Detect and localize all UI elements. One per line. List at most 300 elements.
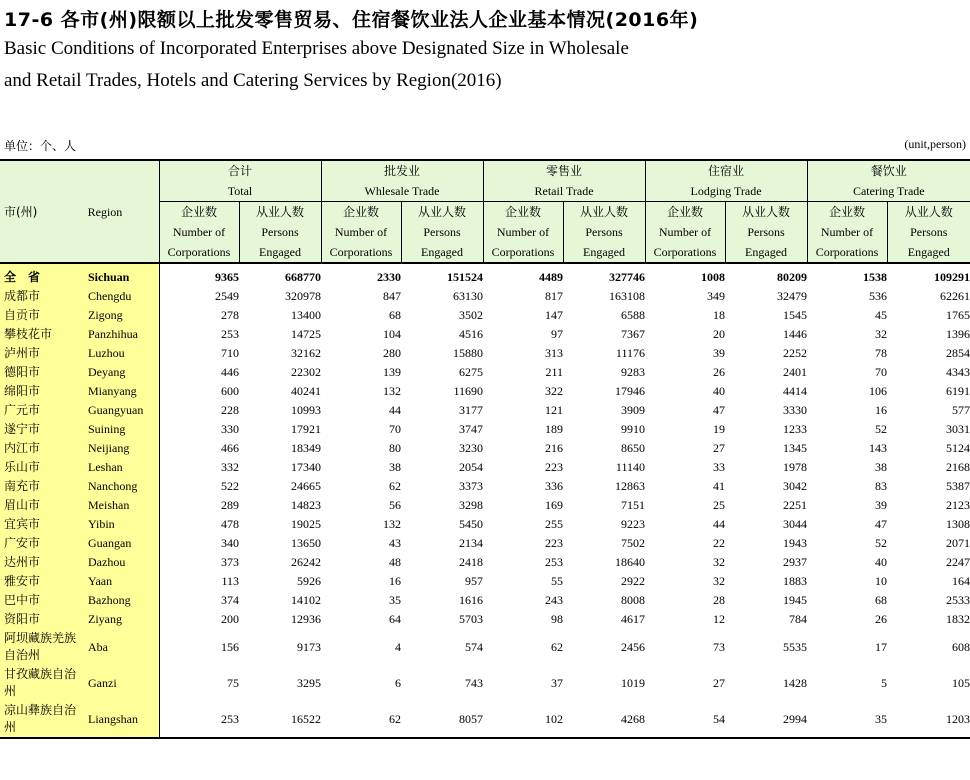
cell-persons: 2922 [621, 574, 646, 588]
cell-corporations: 39 [875, 498, 888, 512]
region-name-en: Dazhou [82, 553, 159, 572]
cell-corporations: 322 [545, 384, 564, 398]
cell-corporations: 78 [875, 346, 888, 360]
cell-persons: 5124 [946, 441, 970, 455]
cell-persons: 7502 [621, 536, 646, 550]
cell-persons: 7367 [621, 327, 646, 341]
cell-persons: 577 [952, 403, 970, 417]
cell-corporations: 83 [875, 479, 888, 493]
cell-persons: 6191 [946, 384, 970, 398]
cell-corporations: 169 [545, 498, 564, 512]
table-body [0, 263, 970, 738]
cell-persons: 3295 [297, 675, 321, 690]
cell-corporations: 216 [545, 441, 564, 455]
cell-persons: 1978 [783, 460, 808, 474]
cell-persons: 17921 [291, 422, 321, 436]
group-header-wholesale: 批发业 Whlesale Trade [321, 160, 483, 202]
cell-persons: 1396 [946, 327, 970, 341]
sub-header-persons: 从业人数 Persons Engaged [725, 202, 807, 264]
cell-corporations: 1538 [863, 270, 888, 284]
cell-corporations: 847 [383, 289, 401, 303]
table-row [0, 515, 970, 534]
cell-corporations: 5 [881, 675, 888, 690]
cell-corporations: 62 [389, 479, 401, 493]
cell-corporations: 139 [383, 365, 401, 379]
cell-persons: 2071 [946, 536, 970, 550]
sub-header-corporations: 企业数 Number of Corporations [321, 202, 401, 264]
cell-corporations: 2330 [377, 270, 401, 284]
region-name-en: Suining [82, 420, 159, 439]
cell-persons: 2054 [459, 460, 484, 474]
cell-persons: 2854 [946, 346, 970, 360]
cell-corporations: 35 [875, 711, 888, 726]
table-row [0, 325, 970, 344]
region-name-cn: 资阳市 [0, 610, 82, 629]
cell-corporations: 349 [707, 289, 726, 303]
cell-corporations: 132 [383, 384, 401, 398]
cell-persons: 2134 [459, 536, 484, 550]
cell-persons: 4343 [946, 365, 970, 379]
cell-persons: 2123 [946, 498, 970, 512]
cell-persons: 9910 [621, 422, 646, 436]
cell-corporations: 6 [395, 675, 401, 690]
group-header-catering: 餐饮业 Catering Trade [807, 160, 970, 202]
cell-corporations: 32 [875, 327, 888, 341]
cell-corporations: 243 [545, 593, 564, 607]
cell-corporations: 253 [221, 327, 239, 341]
page-title-en-line1: Basic Conditions of Incorporated Enterprises above Designated Size in Wholesale [4, 38, 629, 59]
cell-corporations: 4 [395, 639, 401, 654]
cell-corporations: 332 [221, 460, 239, 474]
cell-corporations: 19 [713, 422, 726, 436]
region-name-cn: 绵阳市 [0, 382, 82, 401]
region-name-cn: 凉山彝族自治州 [0, 701, 82, 738]
cell-corporations: 73 [713, 639, 726, 654]
cell-corporations: 47 [713, 403, 726, 417]
cell-persons: 3042 [783, 479, 808, 493]
cell-corporations: 374 [221, 593, 239, 607]
table-row [0, 306, 970, 325]
cell-persons: 1945 [783, 593, 808, 607]
region-name-cn: 甘孜藏族自治州 [0, 665, 82, 701]
cell-corporations: 32 [713, 555, 726, 569]
cell-corporations: 28 [713, 593, 726, 607]
cell-corporations: 39 [713, 346, 726, 360]
data-table [0, 159, 970, 739]
cell-corporations: 600 [221, 384, 239, 398]
cell-persons: 4414 [783, 384, 808, 398]
cell-corporations: 52 [875, 536, 888, 550]
cell-persons: 3747 [459, 422, 484, 436]
cell-corporations: 20 [713, 327, 726, 341]
page-title-cn: 17-6 各市(州)限额以上批发零售贸易、住宿餐饮业法人企业基本情况(2016年) [4, 9, 699, 31]
cell-corporations: 44 [389, 403, 401, 417]
region-name-en: Neijiang [82, 439, 159, 458]
cell-persons: 18640 [615, 555, 646, 569]
cell-persons: 2247 [946, 555, 970, 569]
region-name-cn: 雅安市 [0, 572, 82, 591]
cell-corporations: 38 [389, 460, 401, 474]
region-name-cn: 巴中市 [0, 591, 82, 610]
cell-corporations: 25 [713, 498, 726, 512]
cell-persons: 3502 [459, 308, 484, 322]
cell-corporations: 102 [545, 711, 564, 726]
region-name-en: Yibin [82, 515, 159, 534]
cell-persons: 9223 [621, 517, 646, 531]
unit-label-cn: 单位：个、人 [4, 139, 77, 153]
sub-header-corporations: 企业数 Number of Corporations [159, 202, 239, 264]
cell-persons: 1428 [783, 675, 808, 690]
cell-persons: 105 [952, 675, 970, 690]
cell-corporations: 478 [221, 517, 239, 531]
cell-persons: 3298 [459, 498, 484, 512]
group-header-lodging: 住宿业 Lodging Trade [645, 160, 807, 202]
region-name-cn: 全 省 [0, 263, 82, 287]
cell-corporations: 12 [713, 612, 726, 626]
cell-persons: 2456 [621, 639, 646, 654]
cell-corporations: 26 [875, 612, 888, 626]
cell-corporations: 26 [713, 365, 726, 379]
cell-persons: 327746 [609, 270, 646, 284]
cell-corporations: 16 [389, 574, 401, 588]
region-name-cn: 成都市 [0, 287, 82, 306]
cell-corporations: 200 [221, 612, 239, 626]
group-header-total: 合计 Total [159, 160, 321, 202]
cell-corporations: 44 [713, 517, 726, 531]
table-row [0, 629, 970, 665]
page-title-en-line2: and Retail Trades, Hotels and Catering Services by Region(2016) [4, 70, 502, 91]
table-row [0, 382, 970, 401]
cell-corporations: 10 [875, 574, 888, 588]
cell-persons: 5703 [459, 612, 484, 626]
cell-corporations: 313 [545, 346, 564, 360]
table-row [0, 572, 970, 591]
cell-corporations: 97 [551, 327, 564, 341]
region-header [0, 160, 159, 263]
cell-corporations: 255 [545, 517, 564, 531]
cell-corporations: 289 [221, 498, 239, 512]
cell-persons: 2168 [946, 460, 970, 474]
cell-persons: 13650 [291, 536, 321, 550]
cell-persons: 2252 [783, 346, 808, 360]
cell-persons: 13400 [291, 308, 321, 322]
table-row [0, 477, 970, 496]
region-name-en: Guangyuan [82, 401, 159, 420]
cell-persons: 574 [465, 639, 484, 654]
table-row [0, 610, 970, 629]
sub-header-corporations: 企业数 Number of Corporations [645, 202, 725, 264]
cell-corporations: 278 [221, 308, 239, 322]
cell-corporations: 62 [551, 639, 564, 654]
table-row [0, 344, 970, 363]
cell-persons: 2418 [459, 555, 484, 569]
cell-corporations: 710 [221, 346, 239, 360]
cell-persons: 320978 [285, 289, 321, 303]
cell-persons: 9283 [621, 365, 646, 379]
cell-corporations: 62 [389, 711, 401, 726]
table-row [0, 458, 970, 477]
sub-header-corporations: 企业数 Number of Corporations [483, 202, 563, 264]
region-name-cn: 攀枝花市 [0, 325, 82, 344]
cell-persons: 1883 [783, 574, 808, 588]
cell-corporations: 466 [221, 441, 239, 455]
cell-corporations: 70 [875, 365, 888, 379]
cell-corporations: 40 [875, 555, 888, 569]
sub-header-persons: 从业人数 Persons Engaged [401, 202, 483, 264]
cell-corporations: 189 [545, 422, 564, 436]
region-name-cn: 广元市 [0, 401, 82, 420]
cell-persons: 1545 [783, 308, 808, 322]
cell-corporations: 43 [389, 536, 401, 550]
cell-persons: 8650 [621, 441, 646, 455]
cell-persons: 1203 [946, 711, 970, 726]
cell-corporations: 41 [713, 479, 726, 493]
cell-corporations: 37 [551, 675, 564, 690]
cell-persons: 8057 [459, 711, 484, 726]
cell-persons: 24665 [291, 479, 321, 493]
table-row [0, 420, 970, 439]
cell-persons: 26242 [291, 555, 321, 569]
cell-corporations: 223 [545, 460, 564, 474]
cell-persons: 3031 [946, 422, 970, 436]
cell-persons: 784 [789, 612, 808, 626]
cell-persons: 19025 [291, 517, 321, 531]
cell-persons: 1446 [783, 327, 808, 341]
cell-corporations: 373 [221, 555, 239, 569]
cell-persons: 63130 [453, 289, 484, 303]
cell-persons: 3044 [783, 517, 808, 531]
region-name-en: Guangan [82, 534, 159, 553]
cell-corporations: 2549 [215, 289, 239, 303]
cell-corporations: 143 [869, 441, 888, 455]
region-name-cn: 眉山市 [0, 496, 82, 515]
region-name-en: Meishan [82, 496, 159, 515]
cell-persons: 4617 [621, 612, 646, 626]
cell-corporations: 104 [383, 327, 401, 341]
region-name-en: Ziyang [82, 610, 159, 629]
cell-corporations: 68 [389, 308, 401, 322]
cell-corporations: 280 [383, 346, 401, 360]
cell-corporations: 70 [389, 422, 401, 436]
cell-persons: 5926 [297, 574, 321, 588]
cell-persons: 14102 [291, 593, 321, 607]
region-name-cn: 宜宾市 [0, 515, 82, 534]
cell-persons: 62261 [940, 289, 970, 303]
cell-corporations: 9365 [215, 270, 239, 284]
table-row [0, 665, 970, 701]
cell-persons: 1308 [946, 517, 970, 531]
cell-corporations: 340 [221, 536, 239, 550]
region-name-cn: 遂宁市 [0, 420, 82, 439]
cell-persons: 32162 [291, 346, 321, 360]
cell-persons: 608 [952, 639, 970, 654]
region-name-en: Liangshan [82, 701, 159, 738]
cell-persons: 3330 [783, 403, 808, 417]
cell-corporations: 17 [875, 639, 888, 654]
cell-corporations: 18 [713, 308, 726, 322]
cell-persons: 11690 [453, 384, 484, 398]
cell-corporations: 211 [545, 365, 564, 379]
cell-corporations: 228 [221, 403, 239, 417]
cell-corporations: 38 [875, 460, 888, 474]
cell-persons: 14823 [291, 498, 321, 512]
cell-corporations: 147 [545, 308, 564, 322]
region-name-en: Bazhong [82, 591, 159, 610]
cell-persons: 164 [952, 574, 970, 588]
region-name-en: Mianyang [82, 382, 159, 401]
cell-persons: 1616 [459, 593, 484, 607]
cell-corporations: 22 [713, 536, 726, 550]
cell-persons: 3373 [459, 479, 484, 493]
region-name-en: Zigong [82, 306, 159, 325]
cell-persons: 5387 [946, 479, 970, 493]
region-name-cn: 广安市 [0, 534, 82, 553]
region-name-cn: 自贡市 [0, 306, 82, 325]
sub-header-persons: 从业人数 Persons Engaged [563, 202, 645, 264]
cell-persons: 3909 [621, 403, 646, 417]
cell-corporations: 48 [389, 555, 401, 569]
region-name-en: Chengdu [82, 287, 159, 306]
cell-corporations: 253 [221, 711, 239, 726]
cell-corporations: 330 [221, 422, 239, 436]
cell-persons: 80209 [777, 270, 808, 284]
cell-corporations: 336 [545, 479, 564, 493]
region-name-en: Deyang [82, 363, 159, 382]
table-row [0, 553, 970, 572]
cell-persons: 4268 [621, 711, 646, 726]
cell-corporations: 75 [227, 675, 239, 690]
table-row [0, 591, 970, 610]
cell-corporations: 522 [221, 479, 239, 493]
region-name-en: Yaan [82, 572, 159, 591]
table-row [0, 401, 970, 420]
cell-persons: 109291 [934, 270, 970, 284]
cell-corporations: 33 [713, 460, 726, 474]
table-row [0, 363, 970, 382]
cell-persons: 151524 [447, 270, 484, 284]
cell-corporations: 80 [389, 441, 401, 455]
cell-persons: 8008 [621, 593, 646, 607]
cell-persons: 12863 [615, 479, 646, 493]
cell-persons: 5450 [459, 517, 484, 531]
cell-persons: 957 [465, 574, 484, 588]
cell-corporations: 132 [383, 517, 401, 531]
region-name-en: Aba [82, 629, 159, 665]
cell-corporations: 223 [545, 536, 564, 550]
cell-corporations: 817 [545, 289, 564, 303]
cell-corporations: 27 [713, 441, 726, 455]
cell-corporations: 113 [221, 574, 239, 588]
region-name-en: Leshan [82, 458, 159, 477]
cell-corporations: 40 [713, 384, 726, 398]
region-name-en: Sichuan [82, 263, 159, 287]
region-name-en: Nanchong [82, 477, 159, 496]
cell-persons: 2937 [783, 555, 808, 569]
cell-persons: 16522 [291, 711, 321, 726]
cell-persons: 1233 [783, 422, 808, 436]
cell-corporations: 54 [713, 711, 726, 726]
cell-corporations: 1008 [701, 270, 726, 284]
cell-persons: 22302 [291, 365, 321, 379]
cell-persons: 12936 [291, 612, 321, 626]
cell-persons: 18349 [291, 441, 321, 455]
region-name-cn: 达州市 [0, 553, 82, 572]
unit-label-en: (unit,person) [904, 137, 966, 151]
region-name-cn: 南充市 [0, 477, 82, 496]
region-header-en: Region [87, 204, 123, 219]
cell-persons: 3230 [459, 441, 484, 455]
table-row-total [0, 263, 970, 287]
cell-persons: 6275 [459, 365, 484, 379]
region-name-cn: 乐山市 [0, 458, 82, 477]
cell-corporations: 45 [875, 308, 888, 322]
region-name-en: Luzhou [82, 344, 159, 363]
sub-header-persons: 从业人数 Persons Engaged [887, 202, 970, 264]
region-name-cn: 内江市 [0, 439, 82, 458]
cell-corporations: 32 [713, 574, 726, 588]
cell-persons: 40241 [291, 384, 321, 398]
cell-persons: 1943 [783, 536, 808, 550]
cell-corporations: 55 [551, 574, 564, 588]
region-name-cn: 德阳市 [0, 363, 82, 382]
cell-persons: 11176 [615, 346, 646, 360]
table-row [0, 439, 970, 458]
cell-persons: 2994 [783, 711, 808, 726]
region-name-en: Ganzi [82, 665, 159, 701]
table-row [0, 496, 970, 515]
cell-persons: 4516 [459, 327, 484, 341]
region-header-cn: 市(州) [4, 204, 38, 219]
cell-persons: 11140 [615, 460, 646, 474]
cell-corporations: 52 [875, 422, 888, 436]
cell-corporations: 536 [869, 289, 888, 303]
cell-persons: 10993 [291, 403, 321, 417]
cell-persons: 1765 [946, 308, 970, 322]
cell-persons: 9173 [297, 639, 321, 654]
cell-persons: 1019 [621, 675, 646, 690]
group-header-retail: 零售业 Retail Trade [483, 160, 645, 202]
cell-corporations: 121 [545, 403, 564, 417]
cell-corporations: 156 [221, 639, 239, 654]
cell-corporations: 98 [551, 612, 564, 626]
cell-corporations: 106 [869, 384, 888, 398]
cell-persons: 668770 [285, 270, 321, 284]
cell-corporations: 446 [221, 365, 239, 379]
cell-persons: 14725 [291, 327, 321, 341]
cell-persons: 5535 [783, 639, 808, 654]
sub-header-persons: 从业人数 Persons Engaged [239, 202, 321, 264]
cell-corporations: 64 [389, 612, 401, 626]
cell-persons: 1832 [946, 612, 970, 626]
table-row [0, 534, 970, 553]
cell-persons: 6588 [621, 308, 646, 322]
cell-corporations: 4489 [539, 270, 564, 284]
cell-persons: 743 [465, 675, 484, 690]
region-name-cn: 泸州市 [0, 344, 82, 363]
cell-corporations: 56 [389, 498, 401, 512]
cell-corporations: 253 [545, 555, 564, 569]
cell-persons: 32479 [777, 289, 808, 303]
cell-corporations: 68 [875, 593, 888, 607]
cell-persons: 3177 [459, 403, 484, 417]
cell-persons: 2533 [946, 593, 970, 607]
cell-persons: 15880 [453, 346, 484, 360]
cell-persons: 163108 [609, 289, 646, 303]
sub-header-corporations: 企业数 Number of Corporations [807, 202, 887, 264]
cell-corporations: 47 [875, 517, 888, 531]
table-row [0, 287, 970, 306]
cell-persons: 1345 [783, 441, 808, 455]
